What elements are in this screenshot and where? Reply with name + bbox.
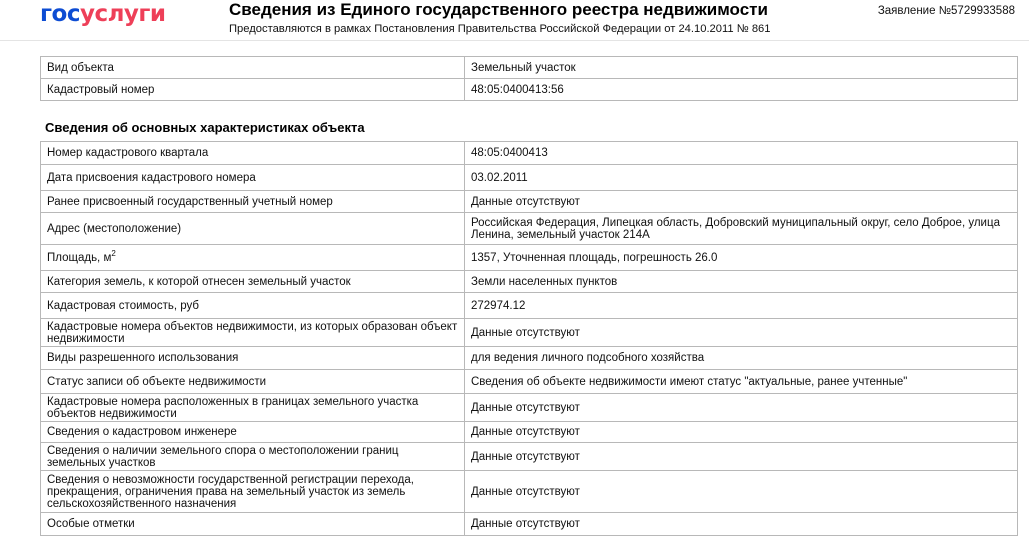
table-row [41,79,1018,101]
object-table [40,56,1018,101]
table-row [41,165,1018,191]
row-value: Данные отсутствуют [465,443,1018,471]
row-label: Статус записи об объекте недвижимости [41,370,465,394]
row-value: 272974.12 [465,293,1018,319]
row-label: Кадастровые номера объектов недвижимости, из которых образован объект недвижимости [41,319,465,347]
row-label: Виды разрешенного использования [41,347,465,370]
row-label: Адрес (местоположение) [41,213,465,245]
row-label: Кадастровые номера расположенных в границах земельного участка объектов недвижимости [41,394,465,422]
table-row [41,293,1018,319]
table-row [41,271,1018,293]
table-row [41,213,1018,245]
row-label: Сведения о кадастровом инженере [41,422,465,443]
table-row [41,142,1018,165]
row-label: Вид объекта [41,57,465,79]
row-value: 48:05:0400413 [465,142,1018,165]
gosuslugi-logo[interactable] [40,1,166,27]
application-number: Заявление №5729933588 [877,5,1015,17]
table-row [41,191,1018,213]
row-value: Земли населенных пунктов [465,271,1018,293]
logo-part-2: услуги [79,1,166,27]
area-unit-sup: 2 [111,248,116,258]
row-label: Сведения о невозможности государственной регистрации перехода, прекращения, ограничения права на земельный участок из земель сельскохозяйственного назначения [41,471,465,513]
table-row [41,513,1018,536]
row-value: для ведения личного подсобного хозяйства [465,347,1018,370]
row-label: Категория земель, к которой отнесен земельный участок [41,271,465,293]
table-row [41,394,1018,422]
row-label: Номер кадастрового квартала [41,142,465,165]
row-label: Сведения о наличии земельного спора о местоположении границ земельных участков [41,443,465,471]
row-value: Земельный участок [465,57,1018,79]
row-value: Данные отсутствуют [465,513,1018,536]
page-subtitle: Предоставляются в рамках Постановления Правительства Российской Федерации от 24.10.2011 № 861 [229,23,771,35]
row-value: Данные отсутствуют [465,319,1018,347]
table-row [41,319,1018,347]
row-label: Кадастровая стоимость, руб [41,293,465,319]
area-label: Площадь, м [47,251,112,264]
table-row [41,422,1018,443]
header [0,0,1029,41]
row-value: Данные отсутствуют [465,394,1018,422]
row-value: 1357, Уточненная площадь, погрешность 26.0 [465,245,1018,271]
table-row [41,471,1018,513]
row-value: Данные отсутствуют [465,422,1018,443]
table-row [41,245,1018,271]
row-label [41,245,465,271]
table-row [41,443,1018,471]
table-row [41,57,1018,79]
section-title: Сведения об основных характеристиках объекта [45,120,365,135]
row-value: Сведения об объекте недвижимости имеют статус "актуальные, ранее учтенные" [465,370,1018,394]
row-label: Кадастровый номер [41,79,465,101]
row-value: 03.02.2011 [465,165,1018,191]
row-label: Особые отметки [41,513,465,536]
table-row [41,347,1018,370]
table-row [41,370,1018,394]
page-title: Сведения из Единого государственного реестра недвижимости [229,0,768,19]
characteristics-table [40,141,1018,536]
row-value: Данные отсутствуют [465,471,1018,513]
row-label: Дата присвоения кадастрового номера [41,165,465,191]
row-label: Ранее присвоенный государственный учетный номер [41,191,465,213]
logo-part-1: гос [40,1,80,27]
row-value: 48:05:0400413:56 [465,79,1018,101]
row-value: Российская Федерация, Липецкая область, Добровский муниципальный округ, село Доброе, улица Ленина, земельный участок 214А [465,213,1018,245]
row-value: Данные отсутствуют [465,191,1018,213]
